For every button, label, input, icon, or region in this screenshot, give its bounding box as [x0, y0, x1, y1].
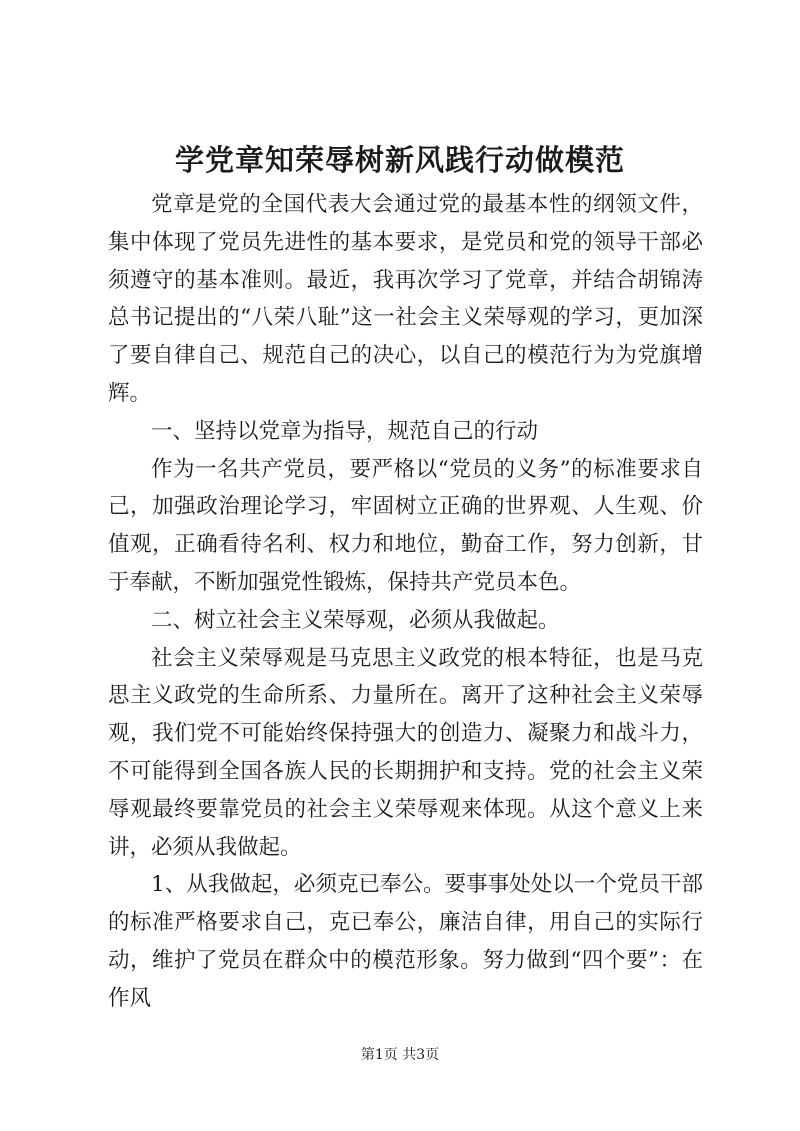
- section-heading-1: 一、坚持以党章为指导，规范自己的行动: [151, 418, 539, 444]
- page-footer: 第1页 共3页: [360, 1047, 440, 1063]
- paragraph-section-1: 作为一名共产党员，要严格以“党员的义务”的标准要求自己，加强政治理论学习，牢固树立正确的世界观、人生观、价值观，正确看待名利、权力和地位，勤奋工作，努力创新，甘于奉献，不断加强党性锻炼，保持共产党员本色。: [108, 456, 703, 595]
- document-title: 学党章知荣辱树新风践行动做模范: [174, 143, 625, 177]
- paragraph-section-2: 社会主义荣辱观是马克思主义政党的根本特征，也是马克思主义政党的生命所系、力量所在。离开了这种社会主义荣辱观，我们党不可能始终保持强大的创造力、凝聚力和战斗力，不可能得到全国各族人民的长期拥护和支持。党的社会主义荣辱观最终要靠党员的社会主义荣辱观来体现。从这个意义上来讲，必须从我做起。: [108, 645, 703, 860]
- paragraph-point-1: 1、从我做起，必须克已奉公。要事事处处以一个党员干部的标准严格要求自己，克已奉公，廉洁自律，用自己的实际行动，维护了党员在群众中的模范形象。努力做到“四个要”：在作风: [108, 872, 703, 1011]
- document-body: [108, 186, 703, 1018]
- paragraph-intro: 党章是党的全国代表大会通过党的最基本性的纲领文件，集中体现了党员先进性的基本要求，是党员和党的领导干部必须遵守的基本准则。最近，我再次学习了党章，并结合胡锦涛总书记提出的“八荣八耻”这一社会主义荣辱观的学习，更加深了要自律自己、规范自己的决心，以自己的模范行为为党旗增辉。: [108, 192, 703, 406]
- section-heading-2: 二、树立社会主义荣辱观，必须从我做起。: [151, 607, 560, 633]
